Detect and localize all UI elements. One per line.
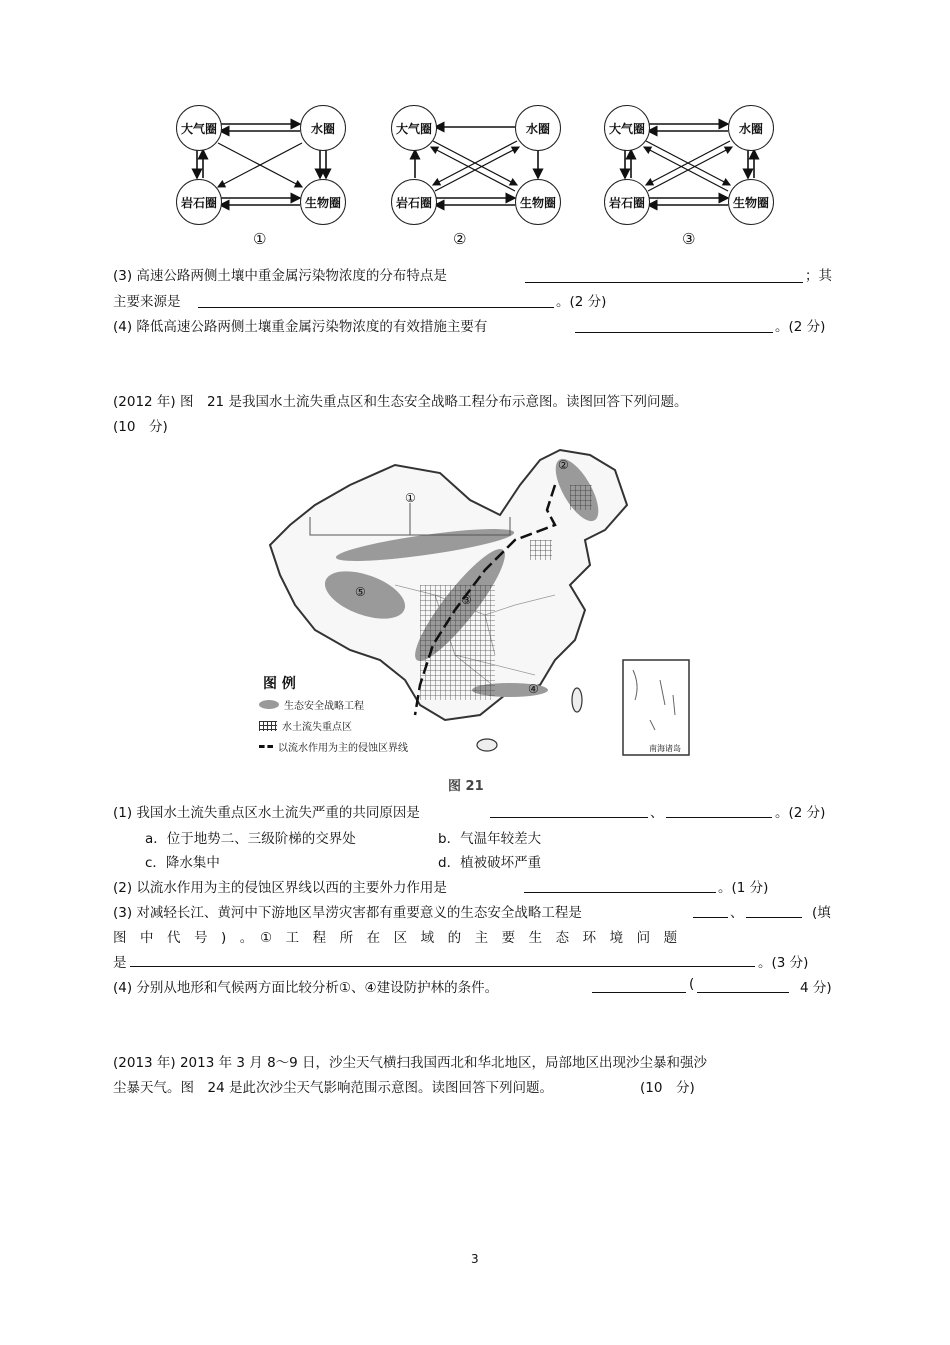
erosion-zone-north bbox=[530, 540, 552, 560]
node-lithosphere: 岩石圈 bbox=[176, 179, 222, 225]
page-number: 3 bbox=[471, 1252, 479, 1266]
q2012-q3-end: 。(3 分) bbox=[758, 955, 809, 971]
node-biosphere: 生物圈 bbox=[728, 179, 774, 225]
legend-item-project bbox=[259, 697, 364, 712]
answer-blank[interactable] bbox=[693, 917, 728, 918]
diagram-label: ① bbox=[253, 230, 267, 248]
node-hydrosphere: 水圈 bbox=[300, 105, 346, 151]
region-label-3: ③ bbox=[461, 593, 472, 607]
node-lithosphere: 岩石圈 bbox=[604, 179, 650, 225]
region-label-1: ① bbox=[405, 491, 416, 505]
erosion-zone-northeast bbox=[570, 485, 592, 510]
legend-swatch-gray bbox=[259, 700, 279, 709]
inset-label: 南海诸岛 bbox=[649, 744, 681, 753]
q2012-q3-fill: (填 bbox=[812, 905, 831, 921]
option-d: d．植被破坏严重 bbox=[438, 855, 542, 871]
south-china-sea-inset bbox=[623, 660, 689, 755]
region-label-4: ④ bbox=[528, 682, 539, 696]
answer-blank[interactable] bbox=[666, 817, 772, 818]
q2011-q3-line2: 主要来源是 bbox=[113, 294, 181, 310]
region-label-2: ② bbox=[558, 458, 569, 472]
q2013-line1: (2013 年) 2013 年 3 月 8～9 日，沙尘天气横扫我国西北和华北地区，局部地区出现沙尘暴和强沙 bbox=[113, 1055, 708, 1071]
node-hydrosphere: 水圈 bbox=[515, 105, 561, 151]
q2011-q3-line2-end: 。(2 分) bbox=[556, 294, 607, 310]
q2012-q2-text: (2) 以流水作用为主的侵蚀区界线以西的主要外力作用是 bbox=[113, 880, 447, 896]
q2011-q3-end: ；其 bbox=[805, 268, 832, 284]
q2013-score: (10 分) bbox=[640, 1080, 695, 1096]
q2012-score: (10 分) bbox=[113, 419, 168, 435]
q2012-q3-line2: 图 中 代 号 ) 。 ① 工 程 所 在 区 域 的 主 要 生 态 环 境 问 题 bbox=[113, 930, 678, 946]
q2012-intro: (2012 年) 图 21 是我国水土流失重点区和生态安全战略工程分布示意图。读图回答下列问题。 bbox=[113, 394, 688, 410]
answer-blank[interactable] bbox=[525, 282, 803, 283]
q2012-q1-text: (1) 我国水土流失重点区水土流失严重的共同原因是 bbox=[113, 805, 420, 821]
sphere-diagram-1 bbox=[170, 105, 380, 253]
node-atmosphere: 大气圈 bbox=[391, 105, 437, 151]
node-lithosphere: 岩石圈 bbox=[391, 179, 437, 225]
answer-blank[interactable] bbox=[746, 917, 802, 918]
legend-label: 以流水作用为主的侵蚀区界线 bbox=[278, 743, 408, 754]
legend-item-erosion bbox=[259, 718, 352, 733]
q2012-q4-text: (4) 分别从地形和气候两方面比较分析①、④建设防护林的条件。 bbox=[113, 980, 499, 996]
q2011-q4-end: 。(2 分) bbox=[775, 319, 826, 335]
q2011-q3-text: (3) 高速公路两侧土壤中重金属污染物浓度的分布特点是 bbox=[113, 268, 447, 284]
q2012-q3-line3: 是 bbox=[113, 955, 127, 971]
legend-item-boundary bbox=[259, 739, 408, 754]
option-b: b．气温年较差大 bbox=[438, 831, 542, 847]
q2012-q4-paren: ( bbox=[689, 976, 695, 992]
answer-blank[interactable] bbox=[524, 892, 716, 893]
option-a: a．位于地势二、三级阶梯的交界处 bbox=[145, 831, 356, 847]
legend-swatch-dash bbox=[259, 745, 273, 748]
legend-title: 图 例 bbox=[263, 676, 296, 692]
china-map-figure bbox=[255, 445, 695, 775]
q2012-q1-end: 。(2 分) bbox=[775, 805, 826, 821]
q2012-q3-sep: 、 bbox=[730, 905, 744, 921]
diagram-label: ③ bbox=[682, 230, 696, 248]
q2012-q4-end: 4 分) bbox=[800, 980, 832, 996]
diagram-label: ② bbox=[453, 230, 467, 248]
q2013-line2: 尘暴天气。图 24 是此次沙尘天气影响范围示意图。读图回答下列问题。 bbox=[113, 1080, 553, 1096]
q2012-q2-end: 。(1 分) bbox=[718, 880, 769, 896]
node-biosphere: 生物圈 bbox=[300, 179, 346, 225]
sphere-diagram-2 bbox=[385, 105, 595, 253]
sphere-diagram-3 bbox=[598, 105, 808, 253]
answer-blank[interactable] bbox=[490, 817, 648, 818]
legend-label: 生态安全战略工程 bbox=[284, 701, 364, 712]
option-c: c．降水集中 bbox=[145, 855, 220, 871]
q2012-q3-text: (3) 对减轻长江、黄河中下游地区旱涝灾害都有重要意义的生态安全战略工程是 bbox=[113, 905, 582, 921]
node-atmosphere: 大气圈 bbox=[176, 105, 222, 151]
answer-blank[interactable] bbox=[697, 992, 789, 993]
erosion-zone-loess bbox=[420, 585, 495, 700]
node-hydrosphere: 水圈 bbox=[728, 105, 774, 151]
answer-blank[interactable] bbox=[575, 332, 773, 333]
answer-blank[interactable] bbox=[198, 307, 554, 308]
region-label-5: ⑤ bbox=[355, 585, 366, 599]
legend-label: 水土流失重点区 bbox=[282, 722, 352, 733]
answer-blank[interactable] bbox=[130, 966, 755, 967]
node-biosphere: 生物圈 bbox=[515, 179, 561, 225]
q2011-q4-text: (4) 降低高速公路两侧土壤重金属污染物浓度的有效措施主要有 bbox=[113, 319, 488, 335]
q2012-q1-sep: 、 bbox=[650, 805, 664, 821]
legend-swatch-grid bbox=[259, 721, 277, 731]
node-atmosphere: 大气圈 bbox=[604, 105, 650, 151]
figure-caption: 图 21 bbox=[448, 779, 484, 794]
answer-blank[interactable] bbox=[592, 992, 686, 993]
